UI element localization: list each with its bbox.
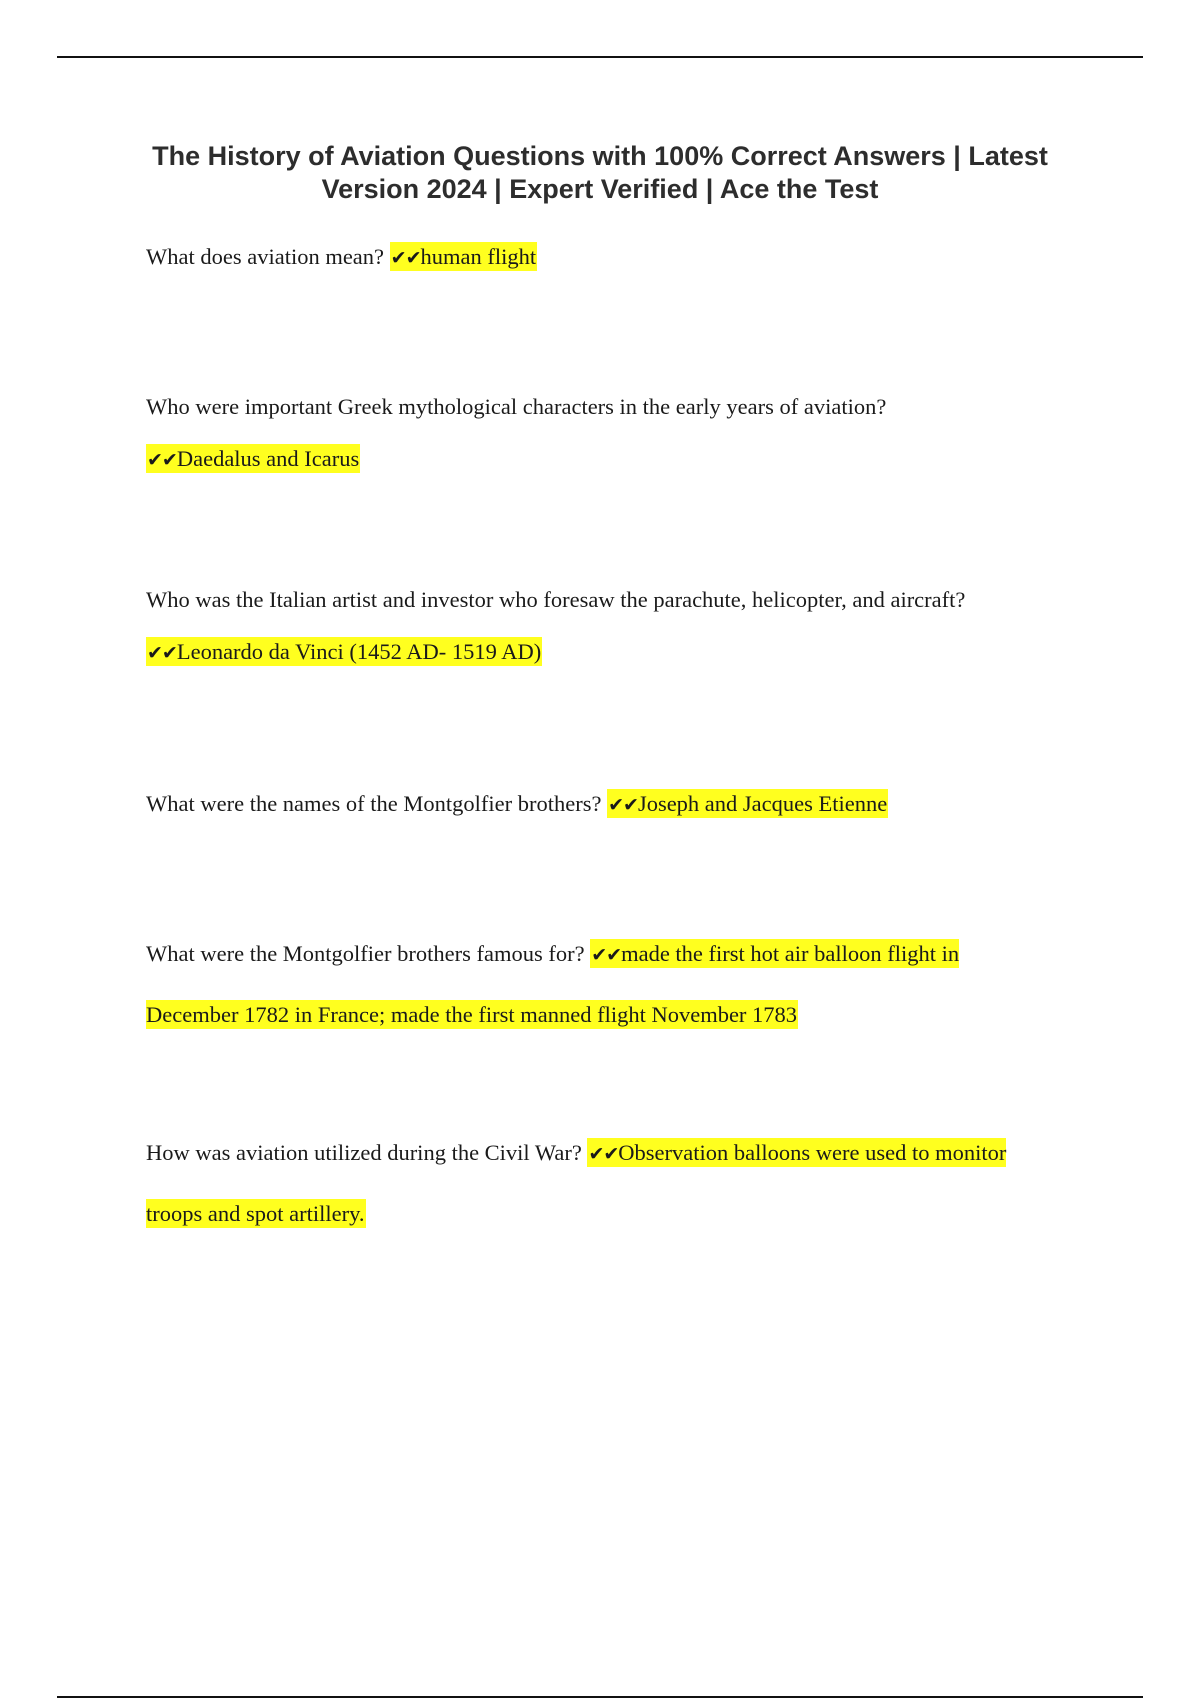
qa-item-6 (146, 1123, 1026, 1244)
answer-highlight (146, 637, 542, 666)
answer-text: human flight (420, 244, 537, 269)
answer-text: Daedalus and Icarus (176, 446, 360, 471)
question-text: What were the Montgolfier brothers famous for? (146, 941, 585, 966)
qa-item-5 (146, 924, 1026, 1045)
answer-text: made the first hot air balloon flight in December 1782 in France; made the first manned flight November 1783 (146, 941, 960, 1027)
top-rule (57, 56, 1143, 58)
qa-item-3 (146, 585, 1066, 668)
check-icon: ✔✔ (147, 449, 177, 471)
answer-highlight (390, 242, 537, 271)
bottom-rule (57, 1696, 1143, 1698)
check-icon: ✔✔ (147, 642, 177, 664)
check-icon: ✔✔ (588, 1143, 619, 1165)
question-text: How was aviation utilized during the Civil War? (146, 1140, 582, 1165)
question-text: Who were important Greek mythological characters in the early years of aviation? (146, 394, 887, 419)
question-text: What were the names of the Montgolfier brothers? (146, 791, 602, 816)
qa-item-1 (146, 242, 1066, 273)
answer-text: Leonardo da Vinci (1452 AD- 1519 AD) (176, 639, 542, 664)
qa-item-2 (146, 392, 1066, 475)
check-icon: ✔✔ (591, 944, 622, 966)
document-title: The History of Aviation Questions with 100% Correct Answers | Latest Version 2024 | Expert Verified | Ace the Test (152, 141, 1048, 204)
qa-item-4 (146, 789, 1066, 820)
answer-text: Joseph and Jacques Etienne (637, 791, 888, 816)
check-icon: ✔✔ (608, 794, 638, 816)
check-icon: ✔✔ (390, 247, 421, 269)
question-text: Who was the Italian artist and investor who foresaw the parachute, helicopter, and aircraft? (146, 587, 966, 612)
answer-text: Observation balloons were used to monitor troops and spot artillery. (146, 1140, 1007, 1226)
answer-highlight (607, 789, 888, 818)
answer-highlight (146, 444, 360, 473)
question-text: What does aviation mean? (146, 244, 385, 269)
